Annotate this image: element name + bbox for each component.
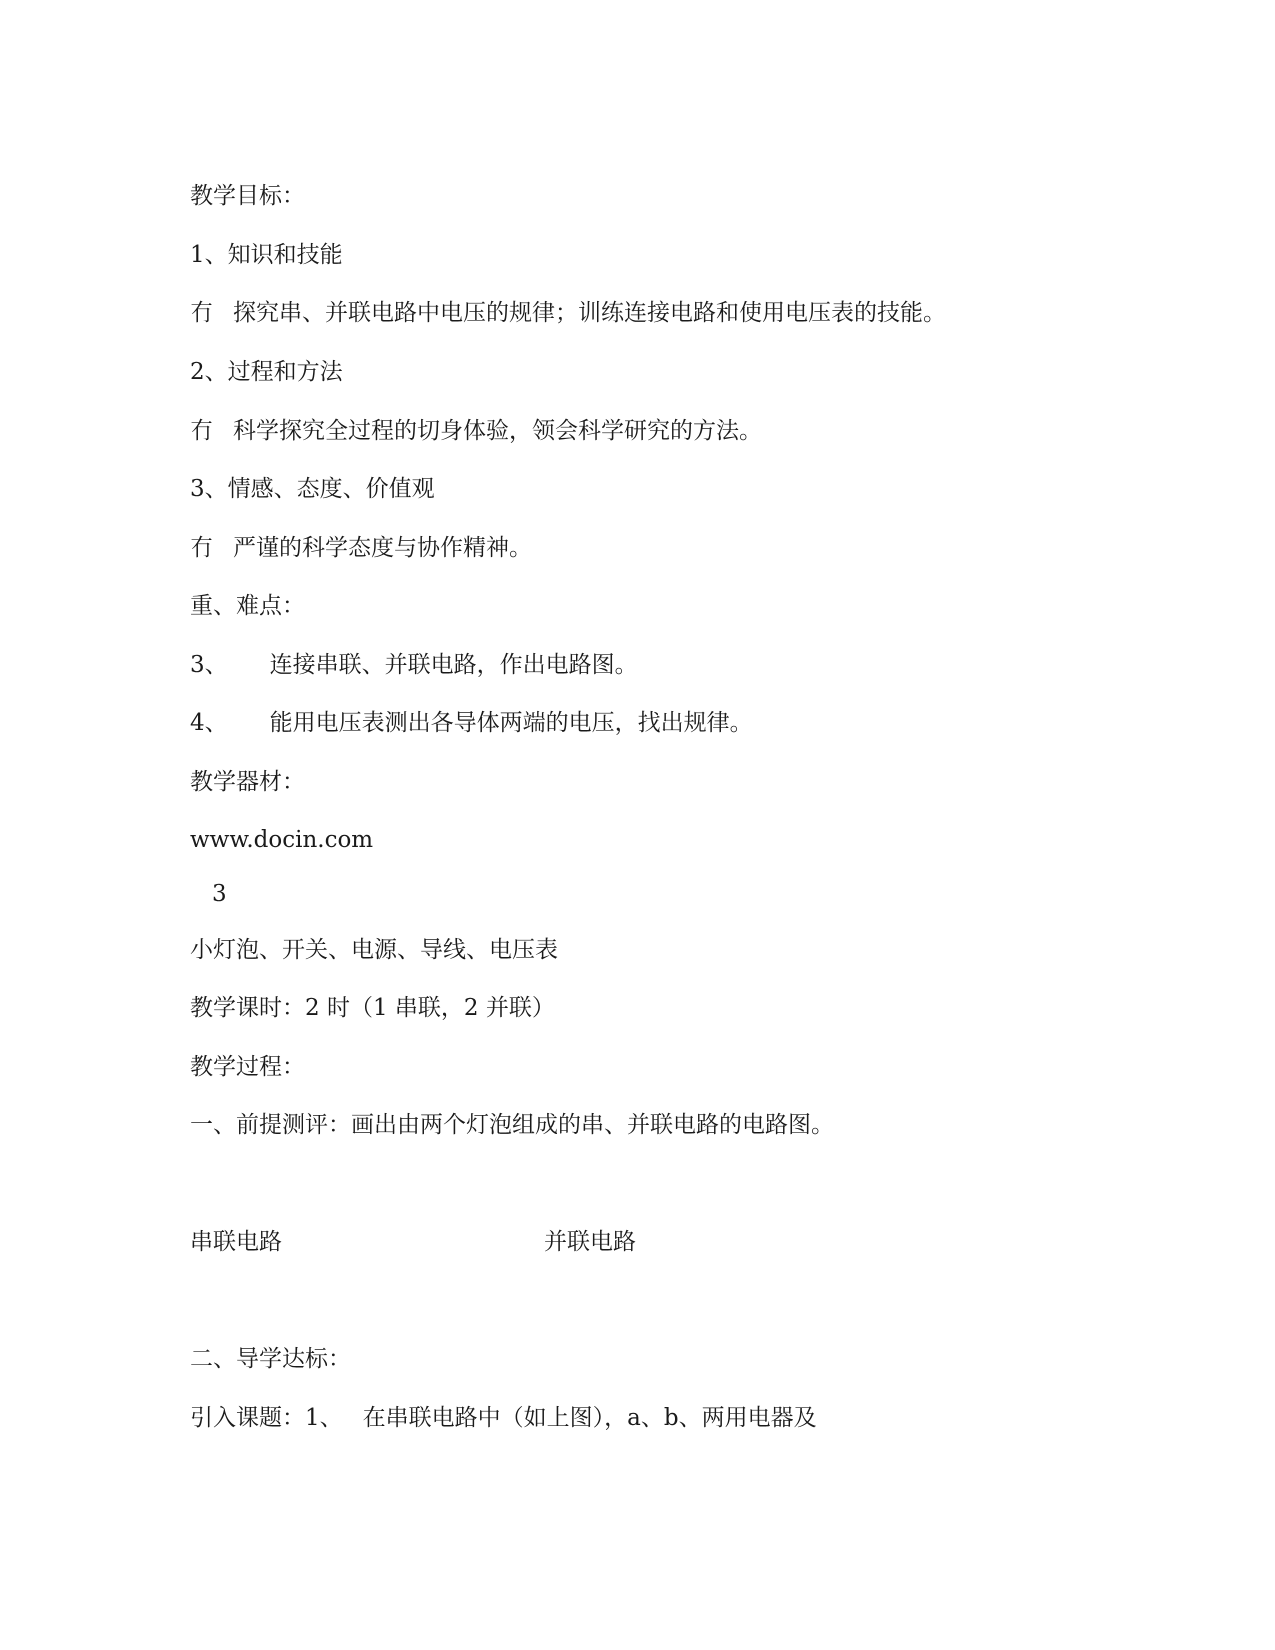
series-circuit-label: 串联电路 xyxy=(190,1229,282,1255)
objective-3-title: 3、情感、态度、价值观 xyxy=(190,476,435,502)
key-point-1 xyxy=(190,650,638,680)
key-point-1-number: 3、 xyxy=(190,652,228,678)
key-point-2-number: 4、 xyxy=(190,710,228,736)
key-point-2 xyxy=(190,708,753,738)
key-point-1-text: 连接串联、并联电路，作出电路图。 xyxy=(269,652,638,678)
teaching-hours: 教学课时：2 时（1 串联，2 并联） xyxy=(190,995,555,1021)
key-points-heading: 重、难点： xyxy=(190,593,305,619)
key-point-2-text: 能用电压表测出各导体两端的电压，找出规律。 xyxy=(269,710,753,736)
objective-3-marker: 冇 xyxy=(190,535,213,561)
intro-prefix: 引入课题：1、 xyxy=(190,1405,343,1431)
objective-3-text: 严谨的科学态度与协作精神。 xyxy=(233,535,532,561)
objective-1-line xyxy=(190,298,946,328)
parallel-circuit-label: 并联电路 xyxy=(544,1229,636,1255)
materials-list: 小灯泡、开关、电源、导线、电压表 xyxy=(190,937,558,963)
objective-1-title: 1、知识和技能 xyxy=(190,242,343,268)
pre-assessment: 一、前提测评：画出由两个灯泡组成的串、并联电路的电路图。 xyxy=(190,1112,834,1138)
objective-2-title: 2、过程和方法 xyxy=(190,359,343,385)
guide-heading: 二、导学达标： xyxy=(190,1346,351,1372)
intro-text: 在串联电路中（如上图），a、b、两用电器及 xyxy=(362,1405,817,1431)
objective-2-line xyxy=(190,416,762,446)
objective-1-text: 探究串、并联电路中电压的规律；训练连接电路和使用电压表的技能。 xyxy=(233,300,946,326)
page-number: 3 xyxy=(212,881,227,907)
materials-heading: 教学器材： xyxy=(190,769,305,795)
objective-2-marker: 冇 xyxy=(190,418,213,444)
objective-3-line xyxy=(190,533,532,563)
objective-2-text: 科学探究全过程的切身体验，领会科学研究的方法。 xyxy=(233,418,762,444)
intro-line xyxy=(190,1403,817,1433)
watermark-url: www.docin.com xyxy=(190,827,374,853)
objectives-heading: 教学目标： xyxy=(190,183,305,209)
process-heading: 教学过程： xyxy=(190,1054,305,1080)
objective-1-marker: 冇 xyxy=(190,300,213,326)
